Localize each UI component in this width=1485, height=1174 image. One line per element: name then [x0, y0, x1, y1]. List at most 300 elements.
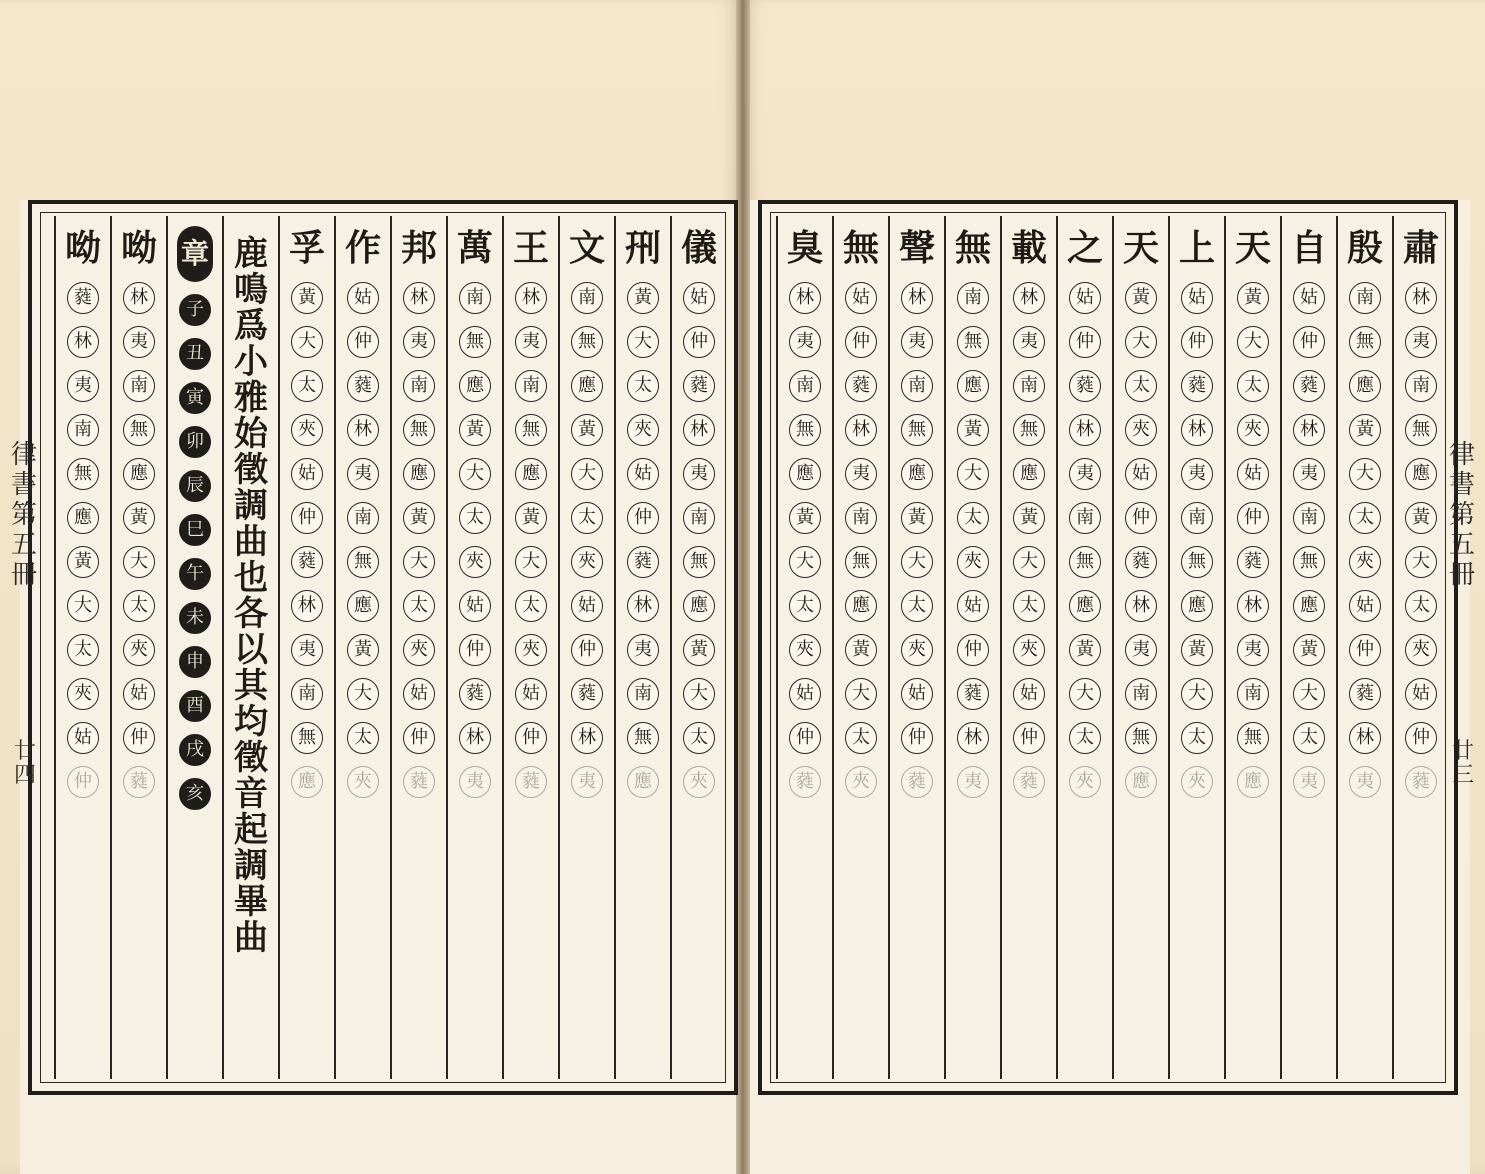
notation-column — [888, 216, 944, 1079]
pitch-note: 林 — [1069, 414, 1101, 446]
pitch-note: 夾 — [1013, 634, 1045, 666]
pitch-note: 夷 — [1181, 458, 1213, 490]
commentary-char: 以 — [234, 630, 268, 670]
pitch-note: 無 — [1349, 326, 1381, 358]
lyric-character: 天 — [1122, 227, 1159, 269]
pitch-note: 夾 — [1349, 546, 1381, 578]
pitch-note: 蕤 — [1069, 370, 1101, 402]
pitch-note: 太 — [347, 722, 379, 754]
right-leaf-number: 廿三 — [1451, 739, 1474, 788]
pitch-note: 黃 — [347, 634, 379, 666]
pitch-note: 應 — [901, 458, 933, 490]
pitch-note: 黃 — [627, 282, 659, 314]
pitch-note: 南 — [627, 678, 659, 710]
pitch-note: 蕤 — [1349, 678, 1381, 710]
pitch-note-list — [890, 282, 944, 810]
branch-marker: 寅 — [179, 382, 211, 414]
pitch-note: 仲 — [957, 634, 989, 666]
pitch-note: 夾 — [627, 414, 659, 446]
pitch-note: 夷 — [291, 634, 323, 666]
pitch-note-list — [392, 282, 446, 810]
commentary-char: 調 — [234, 486, 268, 526]
pitch-note: 仲 — [459, 634, 491, 666]
pitch-note: 夷 — [845, 458, 877, 490]
pitch-note: 太 — [957, 502, 989, 534]
pitch-note: 夾 — [1069, 766, 1101, 798]
pitch-note: 黃 — [403, 502, 435, 534]
pitch-note: 夷 — [347, 458, 379, 490]
pitch-note: 林 — [845, 414, 877, 446]
right-margin-title: 律書第五冊 — [1448, 440, 1475, 590]
branch-list — [168, 294, 222, 822]
lyric-character: 自 — [1290, 227, 1327, 269]
pitch-note: 蕤 — [459, 678, 491, 710]
book-gutter — [736, 0, 750, 1174]
pitch-note: 林 — [789, 282, 821, 314]
pitch-note: 無 — [1013, 414, 1045, 446]
pitch-note: 太 — [123, 590, 155, 622]
pitch-note: 南 — [957, 282, 989, 314]
pitch-note: 姑 — [403, 678, 435, 710]
pitch-note: 南 — [1181, 502, 1213, 534]
pitch-note: 應 — [1405, 458, 1437, 490]
pitch-note: 太 — [571, 502, 603, 534]
branch-marker: 辰 — [179, 470, 211, 502]
pitch-note: 姑 — [123, 678, 155, 710]
pitch-note-list — [56, 282, 110, 810]
pitch-note: 黃 — [1237, 282, 1269, 314]
pitch-note: 林 — [683, 414, 715, 446]
pitch-note: 無 — [459, 326, 491, 358]
pitch-note: 蕤 — [1181, 370, 1213, 402]
pitch-note: 林 — [1293, 414, 1325, 446]
pitch-note: 南 — [901, 370, 933, 402]
commentary-char: 均 — [234, 702, 268, 742]
lyric-character: 呦 — [64, 227, 101, 269]
pitch-note: 黃 — [1125, 282, 1157, 314]
pitch-note: 太 — [459, 502, 491, 534]
notation-column — [944, 216, 1000, 1079]
pitch-note: 黃 — [1069, 634, 1101, 666]
pitch-note: 黃 — [901, 502, 933, 534]
pitch-note-list — [1282, 282, 1336, 810]
pitch-note: 林 — [347, 414, 379, 446]
notation-column — [1168, 216, 1224, 1079]
commentary-char: 起 — [234, 810, 268, 850]
lyric-character: 邦 — [400, 227, 437, 269]
pitch-note: 太 — [683, 722, 715, 754]
pitch-note: 南 — [1125, 678, 1157, 710]
notation-column — [502, 216, 558, 1079]
pitch-note: 姑 — [845, 282, 877, 314]
pitch-note: 夷 — [1125, 634, 1157, 666]
pitch-note-list — [280, 282, 334, 810]
pitch-note: 林 — [1125, 590, 1157, 622]
pitch-note: 大 — [957, 458, 989, 490]
notation-column — [1224, 216, 1280, 1079]
pitch-note: 無 — [1181, 546, 1213, 578]
pitch-note: 無 — [123, 414, 155, 446]
pitch-note: 林 — [291, 590, 323, 622]
pitch-note: 夾 — [1237, 414, 1269, 446]
pitch-note: 蕤 — [1237, 546, 1269, 578]
pitch-note: 仲 — [123, 722, 155, 754]
pitch-note: 黃 — [845, 634, 877, 666]
pitch-note: 大 — [123, 546, 155, 578]
commentary-char: 小 — [234, 342, 268, 382]
pitch-note: 南 — [571, 282, 603, 314]
pitch-note: 大 — [571, 458, 603, 490]
pitch-note: 大 — [1293, 678, 1325, 710]
pitch-note: 林 — [1405, 282, 1437, 314]
pitch-note: 姑 — [1013, 678, 1045, 710]
pitch-note-list — [336, 282, 390, 810]
pitch-note: 南 — [459, 282, 491, 314]
pitch-note: 太 — [1293, 722, 1325, 754]
pitch-note-list — [834, 282, 888, 810]
pitch-note: 應 — [683, 590, 715, 622]
pitch-note: 應 — [347, 590, 379, 622]
commentary-char: 畢 — [234, 882, 268, 922]
pitch-note: 無 — [1293, 546, 1325, 578]
lyric-character: 無 — [954, 227, 991, 269]
commentary-char: 鹿 — [234, 234, 268, 274]
pitch-note: 姑 — [347, 282, 379, 314]
lyric-character: 之 — [1066, 227, 1103, 269]
pitch-note: 姑 — [67, 722, 99, 754]
pitch-note: 無 — [683, 546, 715, 578]
pitch-note: 應 — [515, 458, 547, 490]
pitch-note: 蕤 — [1293, 370, 1325, 402]
pitch-note: 蕤 — [123, 766, 155, 798]
commentary-char: 各 — [234, 594, 268, 634]
notation-column — [1056, 216, 1112, 1079]
pitch-note: 太 — [845, 722, 877, 754]
pitch-note: 夷 — [1069, 458, 1101, 490]
pitch-note: 仲 — [1237, 502, 1269, 534]
pitch-note: 蕤 — [845, 370, 877, 402]
left-margin-title: 律書第五冊 — [10, 440, 37, 590]
pitch-note: 夷 — [67, 370, 99, 402]
pitch-note: 蕤 — [515, 766, 547, 798]
pitch-note: 姑 — [1405, 678, 1437, 710]
pitch-note: 應 — [789, 458, 821, 490]
pitch-note: 姑 — [683, 282, 715, 314]
pitch-note: 蕤 — [403, 766, 435, 798]
commentary-char: 徵 — [234, 450, 268, 490]
pitch-note: 夷 — [1237, 634, 1269, 666]
branch-marker: 申 — [179, 646, 211, 678]
pitch-note: 蕤 — [571, 678, 603, 710]
pitch-note: 蕤 — [291, 546, 323, 578]
pitch-note: 林 — [1237, 590, 1269, 622]
pitch-note: 林 — [515, 282, 547, 314]
pitch-note: 應 — [459, 370, 491, 402]
pitch-note: 蕤 — [901, 766, 933, 798]
pitch-note: 南 — [1349, 282, 1381, 314]
pitch-note: 黃 — [1181, 634, 1213, 666]
pitch-note: 大 — [291, 326, 323, 358]
right-text-frame — [758, 200, 1458, 1095]
pitch-note: 仲 — [1293, 326, 1325, 358]
pitch-note: 大 — [627, 326, 659, 358]
pitch-note: 林 — [67, 326, 99, 358]
pitch-note: 大 — [1237, 326, 1269, 358]
commentary-char: 其 — [234, 666, 268, 706]
branch-marker: 巳 — [179, 514, 211, 546]
pitch-note: 夾 — [845, 766, 877, 798]
commentary-char: 鳴 — [234, 270, 268, 310]
pitch-note-list — [1170, 282, 1224, 810]
pitch-note: 無 — [789, 414, 821, 446]
pitch-note: 黃 — [459, 414, 491, 446]
pitch-note: 林 — [1349, 722, 1381, 754]
pitch-note: 無 — [571, 326, 603, 358]
pitch-note: 南 — [515, 370, 547, 402]
pitch-note: 林 — [403, 282, 435, 314]
pitch-note: 大 — [1013, 546, 1045, 578]
pitch-note: 姑 — [571, 590, 603, 622]
notation-column — [1392, 216, 1448, 1079]
pitch-note: 應 — [571, 370, 603, 402]
pitch-note-list — [672, 282, 726, 810]
notation-column — [390, 216, 446, 1079]
pitch-note: 南 — [1405, 370, 1437, 402]
pitch-note: 太 — [627, 370, 659, 402]
pitch-note: 大 — [1349, 458, 1381, 490]
pitch-note: 仲 — [627, 502, 659, 534]
pitch-note: 林 — [901, 282, 933, 314]
pitch-note: 仲 — [67, 766, 99, 798]
pitch-note: 夾 — [571, 546, 603, 578]
pitch-note: 仲 — [901, 722, 933, 754]
pitch-note-list — [448, 282, 502, 810]
pitch-note: 無 — [403, 414, 435, 446]
pitch-note: 夷 — [459, 766, 491, 798]
pitch-note: 仲 — [1125, 502, 1157, 534]
pitch-note: 夷 — [627, 634, 659, 666]
pitch-note: 大 — [1405, 546, 1437, 578]
lyric-character: 聲 — [898, 227, 935, 269]
earthly-branch-column — [166, 216, 222, 1079]
commentary-char: 音 — [234, 774, 268, 814]
notation-column — [54, 216, 110, 1079]
pitch-note: 應 — [1293, 590, 1325, 622]
pitch-note: 蕤 — [1125, 546, 1157, 578]
notation-column — [832, 216, 888, 1079]
pitch-note: 太 — [1349, 502, 1381, 534]
pitch-note: 無 — [1125, 722, 1157, 754]
pitch-note: 姑 — [1237, 458, 1269, 490]
pitch-note: 大 — [901, 546, 933, 578]
notation-column — [278, 216, 334, 1079]
notation-column — [446, 216, 502, 1079]
commentary-char: 曲 — [234, 522, 268, 562]
pitch-note: 夷 — [403, 326, 435, 358]
notation-column — [614, 216, 670, 1079]
pitch-note: 夷 — [571, 766, 603, 798]
left-leaf-number: 廿四 — [13, 739, 36, 788]
pitch-note: 蕤 — [627, 546, 659, 578]
pitch-note: 黃 — [571, 414, 603, 446]
pitch-note: 夷 — [789, 326, 821, 358]
branch-marker: 丑 — [179, 338, 211, 370]
commentary-char: 徵 — [234, 738, 268, 778]
pitch-note: 太 — [1405, 590, 1437, 622]
pitch-note: 太 — [515, 590, 547, 622]
pitch-note: 林 — [571, 722, 603, 754]
pitch-note-list — [112, 282, 166, 810]
lyric-character: 王 — [512, 227, 549, 269]
pitch-note: 仲 — [403, 722, 435, 754]
pitch-note: 大 — [403, 546, 435, 578]
pitch-note: 林 — [1013, 282, 1045, 314]
lyric-character: 上 — [1178, 227, 1215, 269]
commentary-text — [224, 236, 278, 956]
pitch-note-list — [616, 282, 670, 810]
pitch-note: 無 — [901, 414, 933, 446]
pitch-note: 南 — [347, 502, 379, 534]
commentary-char: 爲 — [234, 306, 268, 346]
branch-marker: 子 — [179, 294, 211, 326]
pitch-note-list — [560, 282, 614, 810]
pitch-note: 夾 — [901, 634, 933, 666]
lyric-character: 孚 — [288, 227, 325, 269]
pitch-note: 蕤 — [683, 370, 715, 402]
pitch-note: 大 — [1069, 678, 1101, 710]
commentary-char: 始 — [234, 414, 268, 454]
chapter-tag: 章 — [177, 226, 213, 282]
pitch-note: 應 — [67, 502, 99, 534]
lyric-character: 無 — [842, 227, 879, 269]
pitch-note: 蕤 — [957, 678, 989, 710]
pitch-note: 大 — [683, 678, 715, 710]
pitch-note: 仲 — [347, 326, 379, 358]
left-text-frame — [28, 200, 738, 1095]
pitch-note: 林 — [459, 722, 491, 754]
pitch-note: 南 — [789, 370, 821, 402]
pitch-note: 黃 — [957, 414, 989, 446]
pitch-note: 仲 — [845, 326, 877, 358]
branch-marker: 亥 — [179, 778, 211, 810]
pitch-note-list — [504, 282, 558, 810]
notation-column — [1112, 216, 1168, 1079]
pitch-note: 應 — [123, 458, 155, 490]
notation-column — [1336, 216, 1392, 1079]
pitch-note: 姑 — [1349, 590, 1381, 622]
pitch-note: 姑 — [1293, 282, 1325, 314]
pitch-note: 黃 — [67, 546, 99, 578]
pitch-note: 無 — [1237, 722, 1269, 754]
branch-marker: 卯 — [179, 426, 211, 458]
pitch-note: 大 — [67, 590, 99, 622]
pitch-note: 夷 — [901, 326, 933, 358]
pitch-note: 夾 — [459, 546, 491, 578]
notation-column — [558, 216, 614, 1079]
pitch-note: 姑 — [1069, 282, 1101, 314]
pitch-note: 夾 — [1181, 766, 1213, 798]
pitch-note: 無 — [67, 458, 99, 490]
pitch-note: 南 — [123, 370, 155, 402]
pitch-note: 夾 — [789, 634, 821, 666]
pitch-note: 太 — [67, 634, 99, 666]
pitch-note: 林 — [123, 282, 155, 314]
pitch-note: 蕤 — [1013, 766, 1045, 798]
pitch-note: 應 — [1069, 590, 1101, 622]
pitch-note: 姑 — [1181, 282, 1213, 314]
commentary-char: 調 — [234, 846, 268, 886]
pitch-note: 太 — [901, 590, 933, 622]
pitch-note: 黃 — [1349, 414, 1381, 446]
pitch-note: 黃 — [1405, 502, 1437, 534]
pitch-note: 姑 — [627, 458, 659, 490]
lyric-character: 文 — [568, 227, 605, 269]
commentary-char: 雅 — [234, 378, 268, 418]
commentary-column — [222, 216, 278, 1079]
pitch-note: 大 — [347, 678, 379, 710]
pitch-note: 林 — [627, 590, 659, 622]
pitch-note: 應 — [403, 458, 435, 490]
pitch-note: 仲 — [291, 502, 323, 534]
pitch-note: 夷 — [1405, 326, 1437, 358]
pitch-note: 姑 — [515, 678, 547, 710]
pitch-note: 大 — [845, 678, 877, 710]
pitch-note: 仲 — [571, 634, 603, 666]
pitch-note-list — [778, 282, 832, 810]
pitch-note: 夾 — [1125, 414, 1157, 446]
pitch-note: 夷 — [1349, 766, 1381, 798]
pitch-note: 無 — [291, 722, 323, 754]
branch-marker: 未 — [179, 602, 211, 634]
pitch-note: 太 — [789, 590, 821, 622]
branch-marker: 午 — [179, 558, 211, 590]
notation-column — [1280, 216, 1336, 1079]
pitch-note-list — [1394, 282, 1448, 810]
pitch-note-list — [1002, 282, 1056, 810]
pitch-note: 南 — [1293, 502, 1325, 534]
pitch-note: 仲 — [683, 326, 715, 358]
pitch-note: 姑 — [459, 590, 491, 622]
pitch-note: 大 — [1181, 678, 1213, 710]
pitch-note: 仲 — [515, 722, 547, 754]
pitch-note: 無 — [957, 326, 989, 358]
pitch-note-list — [1058, 282, 1112, 810]
pitch-note: 仲 — [1349, 634, 1381, 666]
commentary-char: 曲 — [234, 918, 268, 958]
pitch-note: 蕤 — [67, 282, 99, 314]
notation-column — [776, 216, 832, 1079]
pitch-note: 夷 — [1013, 326, 1045, 358]
lyric-character: 天 — [1234, 227, 1271, 269]
pitch-note-list — [1226, 282, 1280, 810]
pitch-note: 夷 — [683, 458, 715, 490]
pitch-note: 蕤 — [347, 370, 379, 402]
pitch-note: 無 — [1405, 414, 1437, 446]
pitch-note: 仲 — [789, 722, 821, 754]
pitch-note-list — [1114, 282, 1168, 810]
pitch-note: 夷 — [1293, 458, 1325, 490]
pitch-note: 仲 — [1405, 722, 1437, 754]
pitch-note: 仲 — [1069, 326, 1101, 358]
pitch-note: 南 — [291, 678, 323, 710]
pitch-note: 南 — [845, 502, 877, 534]
pitch-note: 應 — [1125, 766, 1157, 798]
notation-column — [670, 216, 726, 1079]
pitch-note: 夾 — [123, 634, 155, 666]
pitch-note: 應 — [1013, 458, 1045, 490]
pitch-note: 應 — [1349, 370, 1381, 402]
pitch-note: 姑 — [901, 678, 933, 710]
